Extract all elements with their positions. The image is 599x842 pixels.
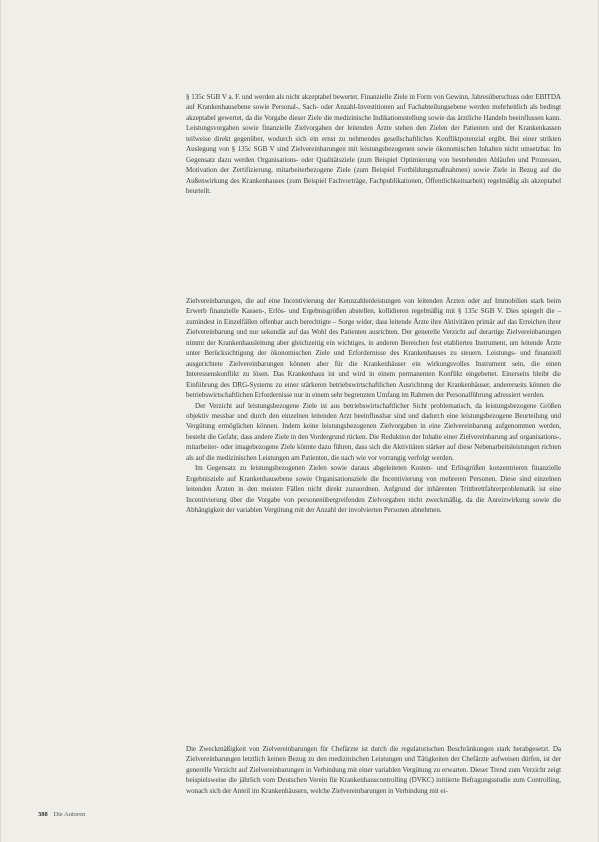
page-edge-left xyxy=(0,0,1,842)
page-number: 388 xyxy=(38,811,48,818)
paragraph: § 135c SGB V a. F. und werden als nicht akzeptabel bewertet. Finanzielle Ziele in Form von Gewinn, Jahresüberschuss oder EBITDA auf Krankenhausebene sowie Personal-, Sach- oder Anzahl-Investitionen auf Fachabteilungsebene werden mehrheitlich als bedingt akzeptabel gewertet, da die Vorgabe dieser Ziele die medizinische Indikationsstellung sowie das ärztliche Handeln beeinflussen kann. Leistungsvorgaben sowie finanzielle Zielvorgaben der leitenden Ärzte stehen den Zielen der Patienten und der Krankenkassen teilweise direkt gegenüber, wodurch sich ein ernst zu nehmendes gesellschaftliches Konfliktpotenzial ergibt. Bei einer strikten Auslegung von § 135c SGB V sind Zielvereinbarungen mit leistungsbezogenen sowie ökonomischen Inhalten nicht umsetzbar. Im Gegensatz dazu werden Organisations- oder Qualitätsziele (zum Beispiel Optimierung von bestehenden Abläufen und Prozessen, Motivation der Zertifizierung, mitarbeiterbezogene Ziele (zum Beispiel Fortbildungsmaßnahmen) sowie Ziele in Bezug auf die Außenwirkung des Krankenhauses (zum Beispiel Fachvorträge, Fachpublikationen, Öffentlichkeitsarbeit) regelmäßig als akzeptabel beurteilt. xyxy=(186,93,561,196)
text-section-3 xyxy=(186,744,561,796)
text-section-2 xyxy=(186,296,561,516)
paragraph: Der Verzicht auf leistungsbezogene Ziele ist aus betriebswirtschaftlicher Sicht problematisch, da leistungsbezogene Größen objektiv messbar und durch den einzelnen leitenden Arzt beeinflussbar sind und dadurch eine leistungsbezogene Beurteilung und Vergütung ermöglichen können. Indem keine leistungsbezogenen Zielvorgaben in eine Zielvereinbarung aufgenommen werden, besteht die Gefahr, dass andere Ziele in den Vordergrund rücken. Die Reduktion der Inhalte einer Zielvereinbarung auf organisations-, mitarbeiter- oder imagebezogene Ziele könnte dazu führen, dass sich die Aktivitäten stärker auf diese Nebenarbeitsleistungen richten als auf die medizinischen Leistungen am Patienten, die nach wie vor vorrangig verfolgt werden. xyxy=(186,401,561,462)
text-section-1 xyxy=(186,92,561,197)
paragraph: Die Zweckmäßigkeit von Zielvereinbarungen für Chefärzte ist durch die regulatorischen Beschränkungen stark herabgesetzt. Da Zielvereinbarungen letztlich keinen Bezug zu den medizinischen Leistungen und Tätigkeiten der Chefärzte aufweisen dürfen, ist der generelle Verzicht auf Zielvereinbarungen in Verbindung mit einer variablen Vergütung zu erwarten. Dieser Trend zum Verzicht zeigt beispielsweise die jährlich vom Deutschen Verein für Krankenhauscontrolling (DVKC) initiierte Befragungsstudie zum Controlling, wonach sich der Anteil im Krankenhäusern, welche Zielvereinbarungen in Verbindung mit ei- xyxy=(186,745,561,795)
page-footer xyxy=(38,811,85,818)
paragraph: Zielvereinbarungen, die auf eine Incentivierung der Kennzahlenleistungen von leitenden Ärzten oder auf Immobilien stark beim Erwerb finanzielle Kassen-, Erlös- und Ergebnisgrößen abstellen, kollidieren regelmäßig mit § 135c SGB V. Dies spiegelt die – zumindest in Einzelfällen offenbar auch berechtigte – Sorge wider, dass leitende Ärzte ihre Aktivitäten primär auf das Erreichen ihrer Zielvereinbarung und nur sekundär auf das Wohl des Patienten ausrichten. Der generelle Verzicht auf derartige Zielvereinbarungen nimmt der Krankenhausleitung aber gleichzeitig ein wichtiges, in anderen Bereichen fest etabliertes Instrument, um leitende Ärzte unter Berücksichtigung der ökonomischen Ziele und Erfordernisse des Krankenhauses zu steuern. Leistungs- und finanziell ausgerichtete Zielvereinbarungen können aber für die Krankenhäuser ein wirkungsvolles Instrument sein, die einen Interessenskonflikt zu lösen. Das Krankenhaus ist und wird in einem permanenten Konflikt eingebettet. Einerseits bleibt die Einführung des DRG-Systems zu einer stärkeren betriebswirtschaftlichen Ausrichtung der Krankenhäuser, andererseits können die betriebswirtschaftlichen Erfordernisse nur in einem sehr begrenzten Umfang im Rahmen der Personalführung adressiert werden. xyxy=(186,297,561,400)
running-head: Die Autoren xyxy=(53,811,86,818)
paragraph: Im Gegensatz zu leistungsbezogenen Zielen sowie daraus abgeleiteten Kosten- und Erlösgrößen konzentrieren finanzielle Ergebnisziele auf Krankenhausebene sowie Organisationsziele die Incentivierung von mehreren Personen. Diese sind einzelnen leitenden Ärzten in den meisten Fällen nicht direkt zuzuordnen. Aufgrund der inhärenten Trittbrettfahrerproblematik ist eine Incentivierung über die Vorgabe von personenübergreifenden Zielvorgaben nicht zweckmäßig, da die Anreizwirkung sowie die Abhängigkeit der variablen Vergütung mit der Anzahl der involvierten Personen abnehmen. xyxy=(186,464,561,515)
